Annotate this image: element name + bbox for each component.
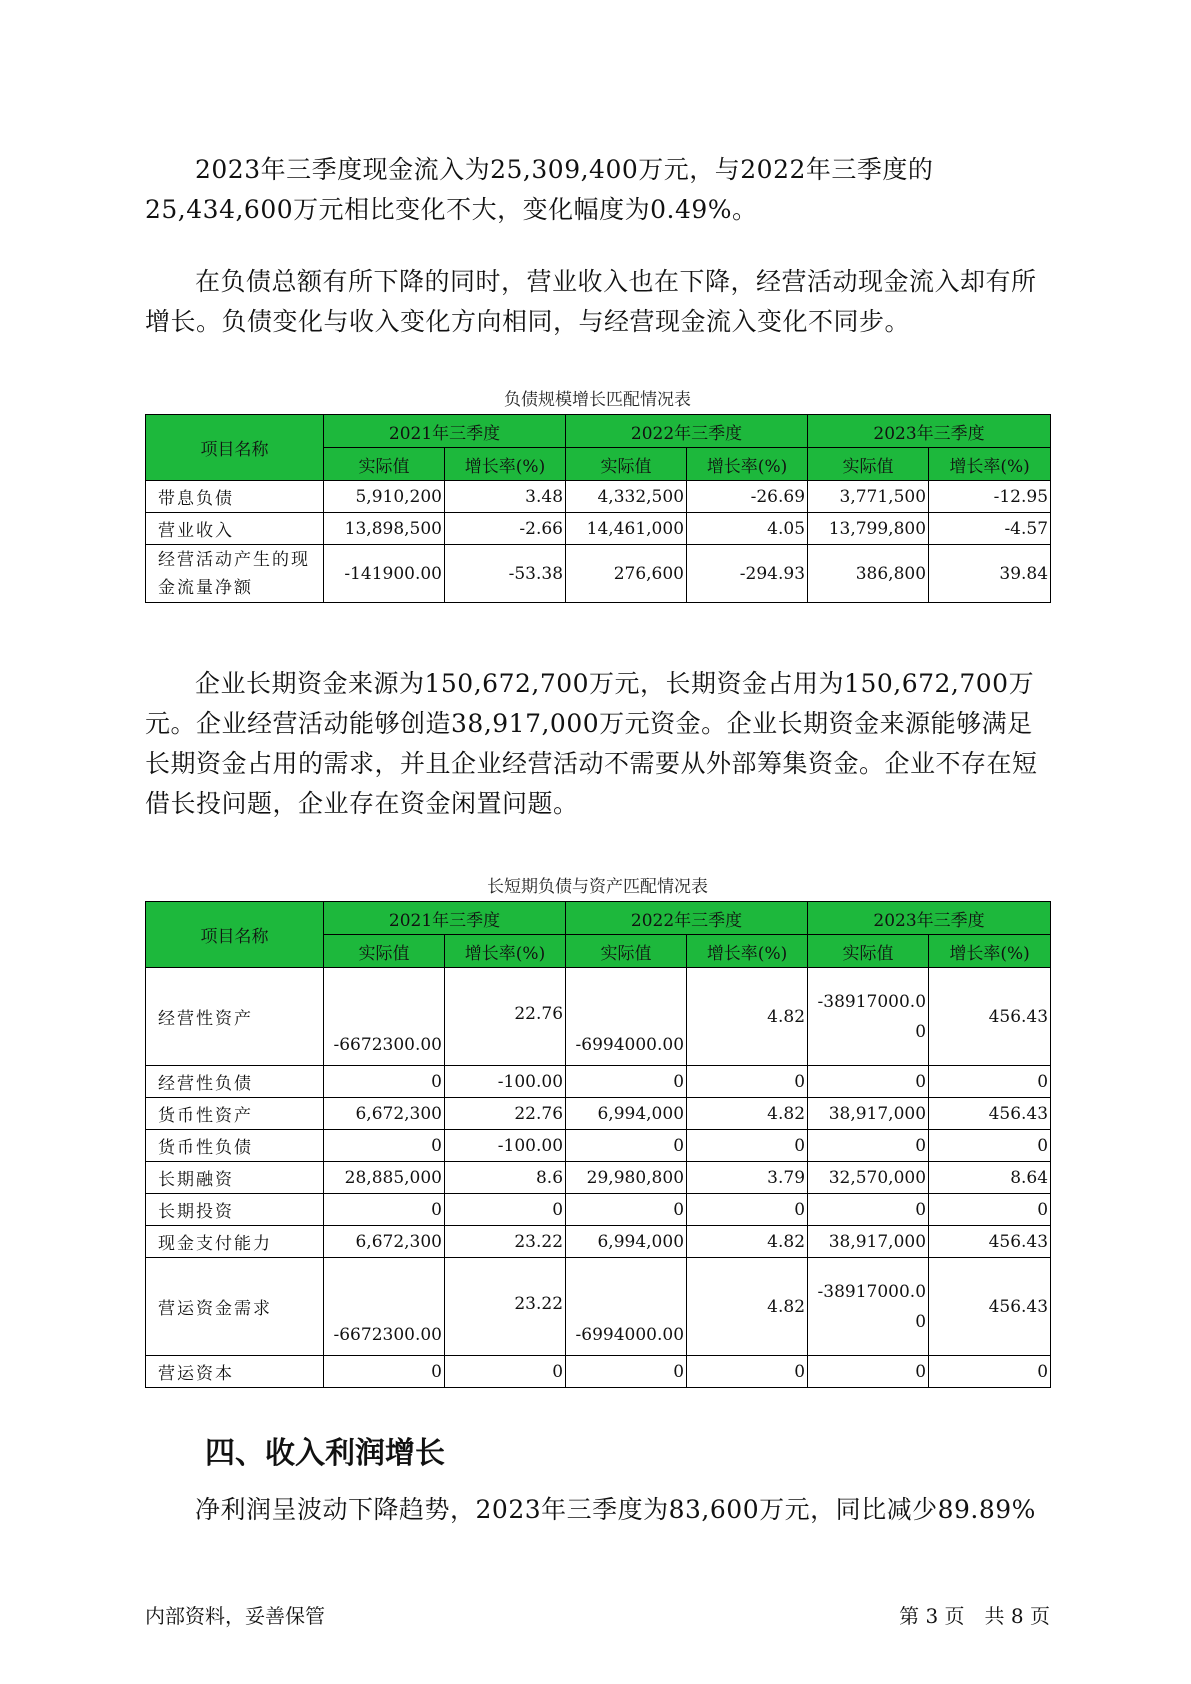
table-cell: 5,910,200 xyxy=(324,481,445,513)
table-cell: 4.82 xyxy=(687,968,808,1066)
table-cell: 456.43 xyxy=(929,968,1051,1066)
table-cell: 4,332,500 xyxy=(566,481,687,513)
table-cell: 13,799,800 xyxy=(808,513,929,545)
table-cell: 6,994,000 xyxy=(566,1226,687,1258)
table-cell: -38917000.00 xyxy=(808,968,929,1066)
table-row xyxy=(146,545,1051,603)
footer-confidential: 内部资料，妥善保管 xyxy=(145,1604,325,1628)
footer-page-number: 第 3 页 共 8 页 xyxy=(899,1604,1050,1628)
growth-rate-header: 增长率(%) xyxy=(929,448,1051,481)
table-cell: 456.43 xyxy=(929,1258,1051,1356)
table-cell: -100.00 xyxy=(445,1130,566,1162)
table-cell: 276,600 xyxy=(566,545,687,603)
table-row xyxy=(146,1258,1051,1356)
long-short-match-table xyxy=(145,901,1051,1388)
table-cell: 0 xyxy=(566,1356,687,1388)
table-cell: 0 xyxy=(687,1356,808,1388)
table-row xyxy=(146,513,1051,545)
table-cell: -294.93 xyxy=(687,545,808,603)
table-cell: -53.38 xyxy=(445,545,566,603)
table-row xyxy=(146,481,1051,513)
table-row xyxy=(146,968,1051,1066)
table-cell: 22.76 xyxy=(445,1098,566,1130)
table-cell: 0 xyxy=(445,1356,566,1388)
row-label: 带息负债 xyxy=(146,481,324,513)
table-cell: 4.82 xyxy=(687,1226,808,1258)
table-cell: -6672300.00 xyxy=(324,1258,445,1356)
table-cell: -141900.00 xyxy=(324,545,445,603)
table-cell: 0 xyxy=(808,1356,929,1388)
table-cell: 13,898,500 xyxy=(324,513,445,545)
item-name-header: 项目名称 xyxy=(146,415,324,481)
table-cell: -26.69 xyxy=(687,481,808,513)
period-header: 2023年三季度 xyxy=(808,415,1051,448)
table-cell: 23.22 xyxy=(445,1258,566,1356)
table-cell: 0 xyxy=(929,1066,1051,1098)
table-cell: 0 xyxy=(808,1194,929,1226)
table-cell: 0 xyxy=(929,1194,1051,1226)
table-cell: 38,917,000 xyxy=(808,1226,929,1258)
growth-rate-header: 增长率(%) xyxy=(687,935,808,968)
row-label: 长期投资 xyxy=(146,1194,324,1226)
table-cell: -2.66 xyxy=(445,513,566,545)
row-label: 营业收入 xyxy=(146,513,324,545)
table-cell: -12.95 xyxy=(929,481,1051,513)
table-row xyxy=(146,1130,1051,1162)
table-cell: 0 xyxy=(324,1356,445,1388)
actual-value-header: 实际值 xyxy=(324,448,445,481)
row-label: 营运资本 xyxy=(146,1356,324,1388)
table-row xyxy=(146,1162,1051,1194)
table-cell: 4.05 xyxy=(687,513,808,545)
row-label: 营运资金需求 xyxy=(146,1258,324,1356)
table-cell: 32,570,000 xyxy=(808,1162,929,1194)
table-cell: 4.82 xyxy=(687,1098,808,1130)
row-label: 经营活动产生的现金流量净额 xyxy=(146,545,324,603)
table-cell: -100.00 xyxy=(445,1066,566,1098)
paragraph-debt-change: 在负债总额有所下降的同时，营业收入也在下降，经营活动现金流入却有所增长。负债变化与收入变化方向相同，与经营现金流入变化不同步。 xyxy=(145,267,1037,336)
table-row xyxy=(146,1194,1051,1226)
table-cell: -6994000.00 xyxy=(566,968,687,1066)
period-header: 2022年三季度 xyxy=(566,415,808,448)
table-row xyxy=(146,1226,1051,1258)
table-cell: 8.64 xyxy=(929,1162,1051,1194)
table-cell: -6994000.00 xyxy=(566,1258,687,1356)
period-header: 2023年三季度 xyxy=(808,902,1051,935)
table-row xyxy=(146,1356,1051,1388)
table-cell: 38,917,000 xyxy=(808,1098,929,1130)
paragraph-net-profit: 净利润呈波动下降趋势，2023年三季度为83,600万元，同比减少89.89% xyxy=(195,1495,1036,1524)
item-name-header: 项目名称 xyxy=(146,902,324,968)
table-cell: 0 xyxy=(566,1194,687,1226)
table-cell: 0 xyxy=(808,1130,929,1162)
table-cell: 8.6 xyxy=(445,1162,566,1194)
table-cell: 386,800 xyxy=(808,545,929,603)
table-cell: 4.82 xyxy=(687,1258,808,1356)
table-cell: 14,461,000 xyxy=(566,513,687,545)
period-header: 2021年三季度 xyxy=(324,902,566,935)
table-cell: -6672300.00 xyxy=(324,968,445,1066)
growth-rate-header: 增长率(%) xyxy=(445,935,566,968)
table-cell: 0 xyxy=(324,1066,445,1098)
table-cell: 3,771,500 xyxy=(808,481,929,513)
table-cell: 6,994,000 xyxy=(566,1098,687,1130)
table-cell: 28,885,000 xyxy=(324,1162,445,1194)
table-cell: 0 xyxy=(687,1130,808,1162)
table-cell: 6,672,300 xyxy=(324,1098,445,1130)
actual-value-header: 实际值 xyxy=(808,448,929,481)
table2-caption: 长短期负债与资产匹配情况表 xyxy=(487,877,708,897)
actual-value-header: 实际值 xyxy=(808,935,929,968)
actual-value-header: 实际值 xyxy=(324,935,445,968)
debt-scale-table xyxy=(145,414,1051,603)
table-cell: 0 xyxy=(324,1194,445,1226)
table-cell: -38917000.00 xyxy=(808,1258,929,1356)
actual-value-header: 实际值 xyxy=(566,935,687,968)
table-cell: 0 xyxy=(324,1130,445,1162)
row-label: 长期融资 xyxy=(146,1162,324,1194)
table1-caption: 负债规模增长匹配情况表 xyxy=(504,390,691,410)
row-label: 经营性负债 xyxy=(146,1066,324,1098)
growth-rate-header: 增长率(%) xyxy=(929,935,1051,968)
table-cell: 0 xyxy=(808,1066,929,1098)
table-cell: 0 xyxy=(929,1130,1051,1162)
table-cell: 3.48 xyxy=(445,481,566,513)
table-row xyxy=(146,1066,1051,1098)
table-cell: 456.43 xyxy=(929,1098,1051,1130)
table-cell: 0 xyxy=(687,1066,808,1098)
table-cell: 39.84 xyxy=(929,545,1051,603)
table-cell: 6,672,300 xyxy=(324,1226,445,1258)
table-cell: 22.76 xyxy=(445,968,566,1066)
paragraph-long-term-funds: 企业长期资金来源为150,672,700万元，长期资金占用为150,672,700万元。企业经营活动能够创造38,917,000万元资金。企业长期资金来源能够满足长期资金占用的需求，并且企业经营活动不需要从外部筹集资金。企业不存在短借长投问题，企业存在资金闲置问题。 xyxy=(145,669,1038,818)
row-label: 货币性负债 xyxy=(146,1130,324,1162)
row-label: 经营性资产 xyxy=(146,968,324,1066)
table-cell: 0 xyxy=(445,1194,566,1226)
paragraph-cash-inflow: 2023年三季度现金流入为25,309,400万元，与2022年三季度的25,434,600万元相比变化不大，变化幅度为0.49%。 xyxy=(145,155,934,224)
table-cell: 0 xyxy=(687,1194,808,1226)
table-cell: 456.43 xyxy=(929,1226,1051,1258)
table-cell: 0 xyxy=(929,1356,1051,1388)
actual-value-header: 实际值 xyxy=(566,448,687,481)
table-cell: 0 xyxy=(566,1066,687,1098)
row-label: 现金支付能力 xyxy=(146,1226,324,1258)
table-cell: 3.79 xyxy=(687,1162,808,1194)
growth-rate-header: 增长率(%) xyxy=(687,448,808,481)
table-cell: 23.22 xyxy=(445,1226,566,1258)
row-label: 货币性资产 xyxy=(146,1098,324,1130)
growth-rate-header: 增长率(%) xyxy=(445,448,566,481)
table-cell: -4.57 xyxy=(929,513,1051,545)
table-row xyxy=(146,1098,1051,1130)
table-cell: 0 xyxy=(566,1130,687,1162)
period-header: 2022年三季度 xyxy=(566,902,808,935)
section-heading: 四、收入利润增长 xyxy=(205,1436,445,1471)
period-header: 2021年三季度 xyxy=(324,415,566,448)
table-cell: 29,980,800 xyxy=(566,1162,687,1194)
